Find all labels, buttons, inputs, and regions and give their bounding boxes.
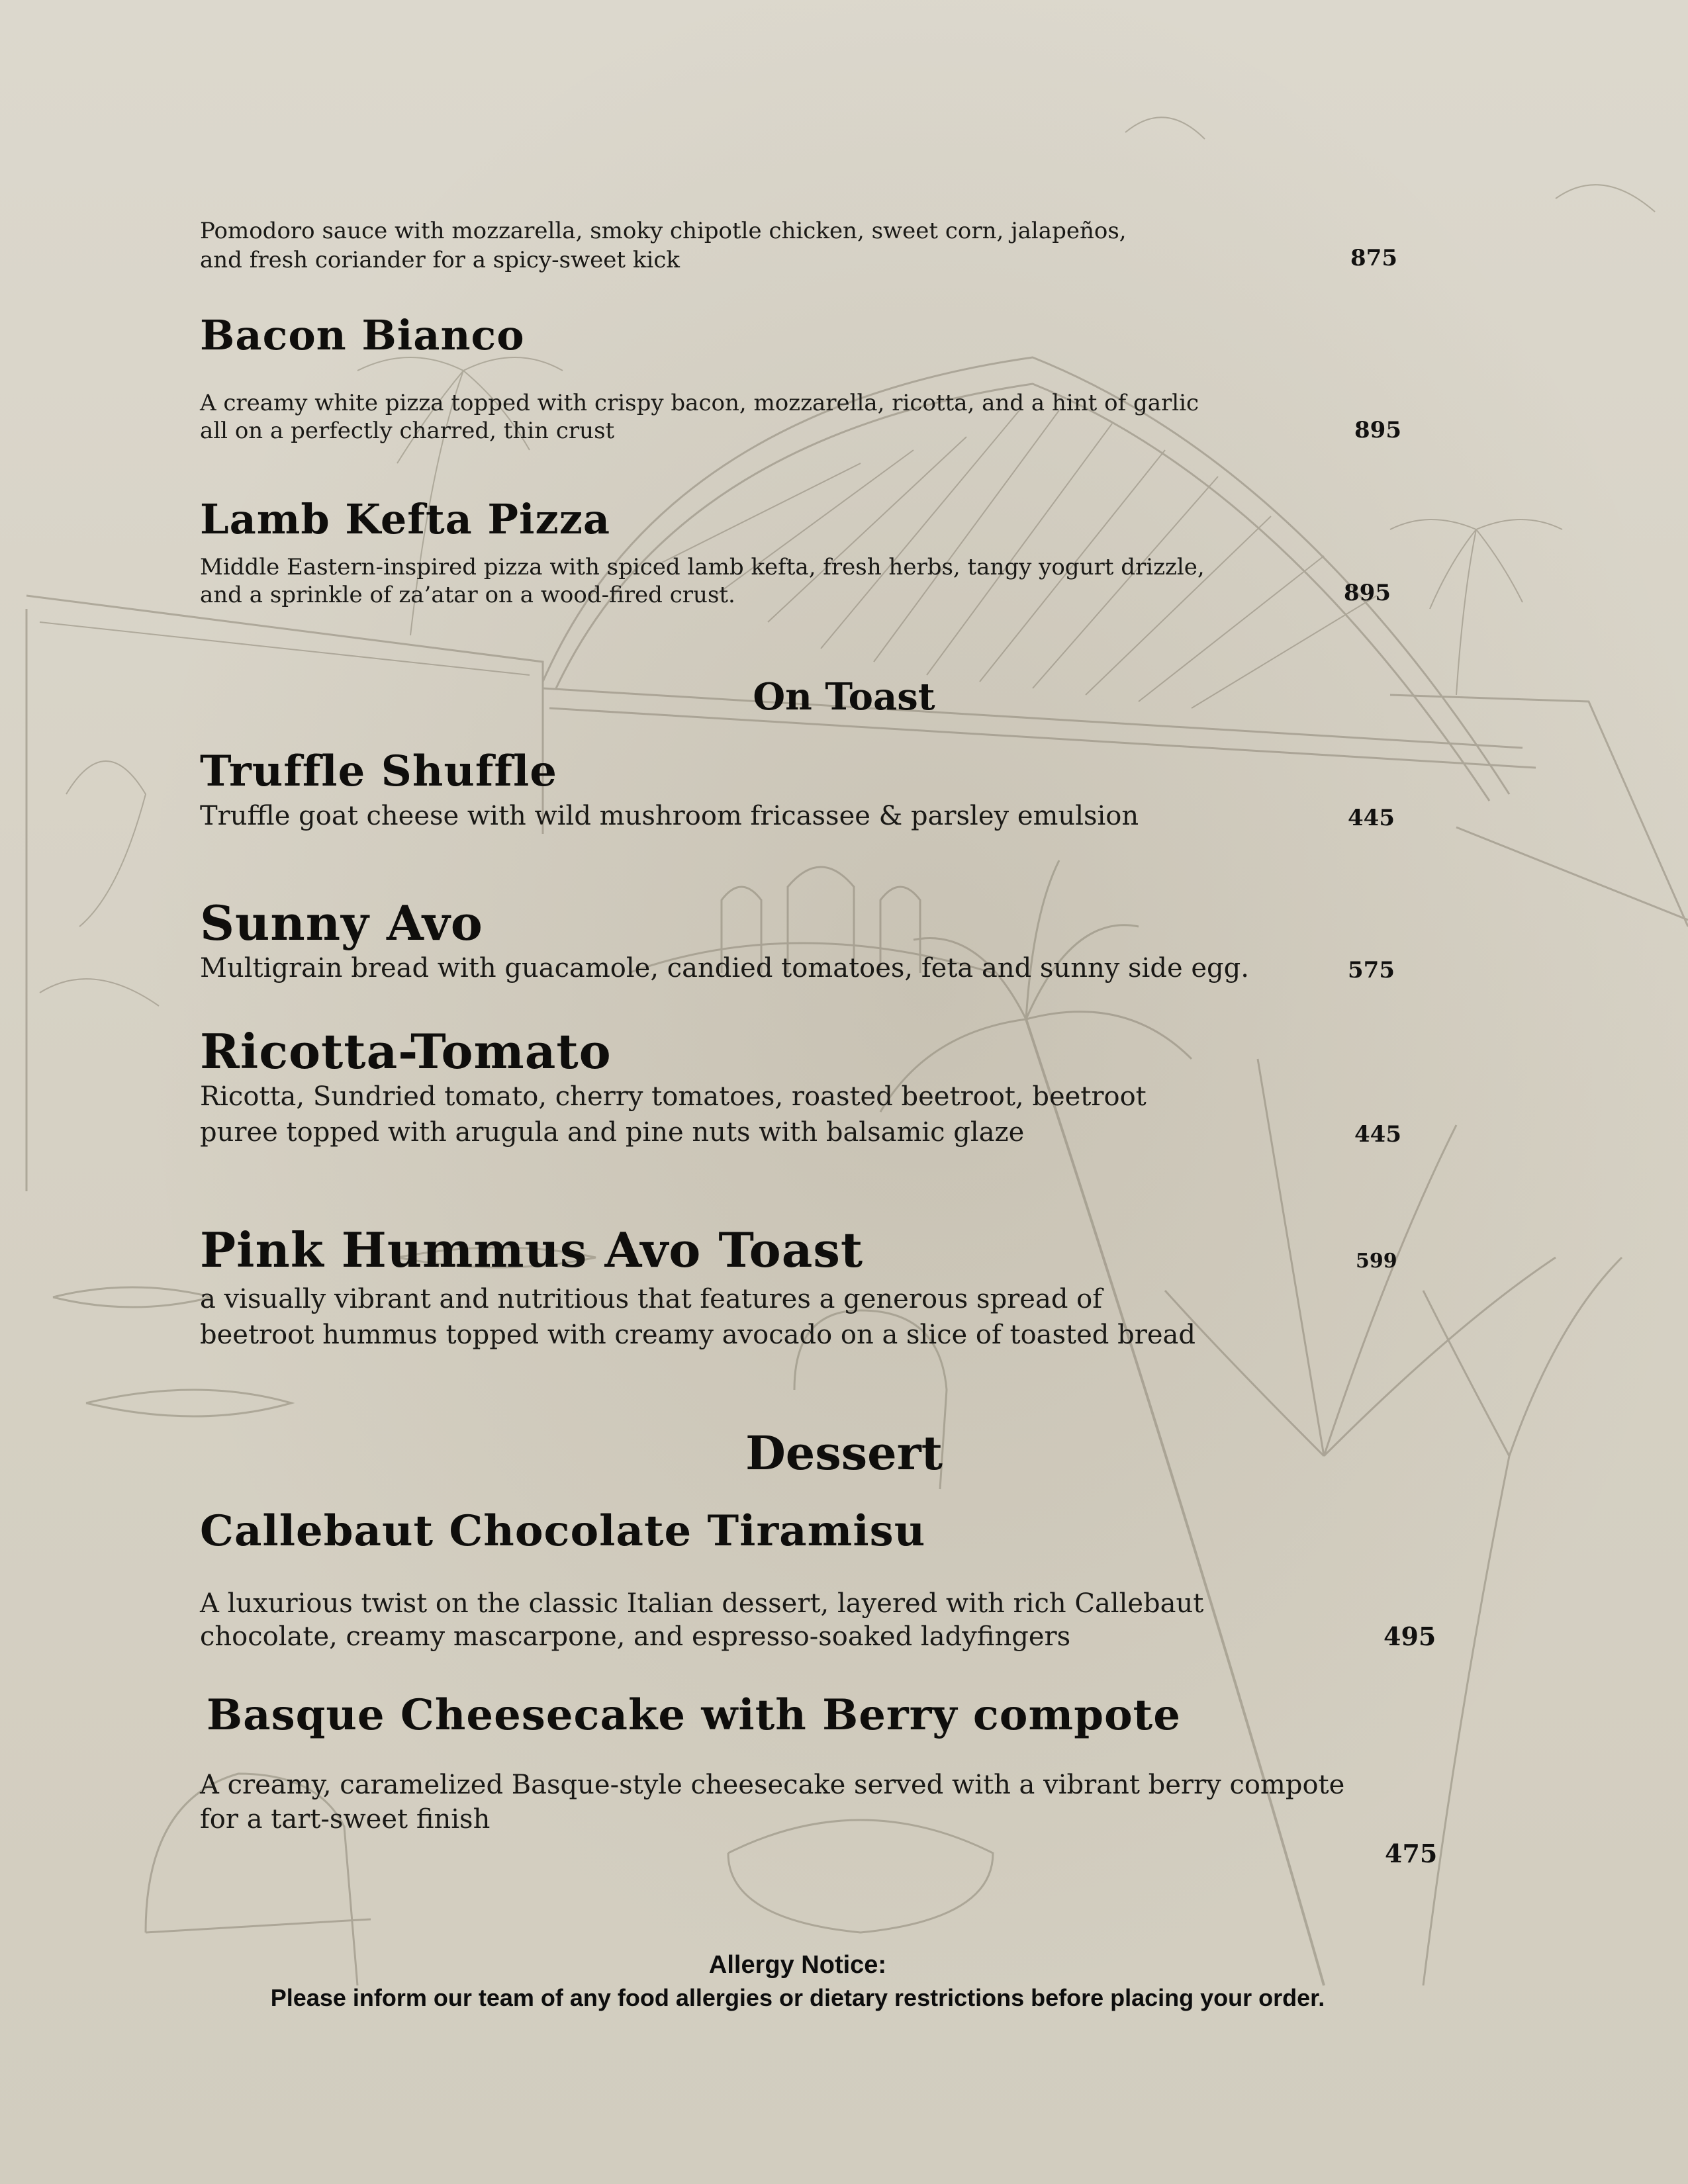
- bacon-bianco-description-line1: A creamy white pizza topped with crispy bacon, mozzarella, ricotta, and a hint of garlic: [200, 390, 1199, 416]
- allergy-notice-text: Please inform our team of any food allergies or dietary restrictions before placing your order.: [270, 1984, 1325, 2011]
- lamb-kefta-description-line1: Middle Eastern-inspired pizza with spiced lamb kefta, fresh herbs, tangy yogurt drizzle,: [200, 554, 1205, 580]
- basque-cheesecake-price: 475: [1385, 1839, 1438, 1868]
- ricotta-tomato-description-line1: Ricotta, Sundried tomato, cherry tomatoes, roasted beetroot, beetroot: [200, 1081, 1147, 1112]
- bacon-bianco-description-line2: all on a perfectly charred, thin crust: [200, 418, 615, 444]
- pizza-price: 875: [1350, 245, 1397, 271]
- pink-hummus-price: 599: [1356, 1250, 1397, 1273]
- ricotta-tomato-price: 445: [1354, 1121, 1401, 1148]
- basque-cheesecake-title: Basque Cheesecake with Berry compote: [207, 1690, 1181, 1740]
- truffle-shuffle-title: Truffle Shuffle: [200, 747, 557, 796]
- sunny-avo-price: 575: [1348, 957, 1395, 983]
- tiramisu-description-line1: A luxurious twist on the classic Italian dessert, layered with rich Callebaut: [200, 1588, 1204, 1619]
- pink-hummus-title: Pink Hummus Avo Toast: [200, 1222, 864, 1278]
- bacon-bianco-title: Bacon Bianco: [200, 311, 525, 359]
- lamb-kefta-description-line2: and a sprinkle of za’atar on a wood-fired crust.: [200, 582, 735, 608]
- pizza-description-line1: Pomodoro sauce with mozzarella, smoky chipotle chicken, sweet corn, jalapeños,: [200, 218, 1127, 244]
- tiramisu-description-line2: chocolate, creamy mascarpone, and espresso-soaked ladyfingers: [200, 1621, 1071, 1652]
- sunny-avo-description: Multigrain bread with guacamole, candied tomatoes, feta and sunny side egg.: [200, 953, 1249, 983]
- sunny-avo-title: Sunny Avo: [200, 895, 483, 951]
- on-toast-heading: On Toast: [753, 675, 935, 719]
- tiramisu-price: 495: [1383, 1621, 1436, 1651]
- bacon-bianco-price: 895: [1354, 417, 1401, 443]
- pink-hummus-description-line1: a visually vibrant and nutritious that features a generous spread of: [200, 1284, 1103, 1314]
- pizza-description-line2: and fresh coriander for a spicy-sweet kick: [200, 247, 680, 273]
- truffle-shuffle-price: 445: [1348, 805, 1395, 831]
- pink-hummus-description-line2: beetroot hummus topped with creamy avocado on a slice of toasted bread: [200, 1320, 1196, 1350]
- lamb-kefta-title: Lamb Kefta Pizza: [200, 495, 611, 543]
- ricotta-tomato-title: Ricotta-Tomato: [200, 1023, 612, 1079]
- basque-cheesecake-description-line1: A creamy, caramelized Basque-style cheesecake served with a vibrant berry compote: [200, 1770, 1345, 1800]
- allergy-notice-heading: Allergy Notice:: [708, 1951, 887, 1979]
- basque-cheesecake-description-line2: for a tart-sweet finish: [200, 1804, 491, 1835]
- truffle-shuffle-description: Truffle goat cheese with wild mushroom fricassee & parsley emulsion: [200, 801, 1139, 831]
- ricotta-tomato-description-line2: puree topped with arugula and pine nuts with balsamic glaze: [200, 1117, 1025, 1148]
- dessert-heading: Dessert: [745, 1426, 943, 1480]
- tiramisu-title: Callebaut Chocolate Tiramisu: [200, 1506, 926, 1556]
- lamb-kefta-price: 895: [1344, 580, 1391, 606]
